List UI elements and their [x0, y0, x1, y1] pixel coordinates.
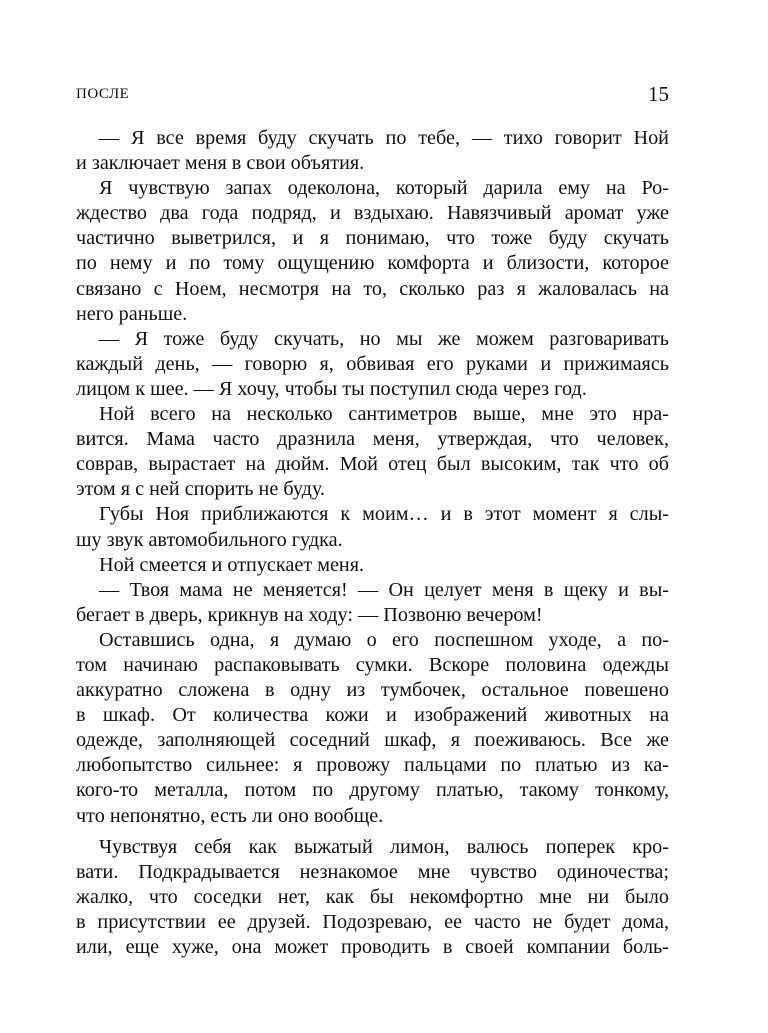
text-line: — Я тоже буду скучать, но мы же можем разговаривать	[99, 327, 669, 350]
text-line: связано с Ноем, несмотря на то, сколько раз я жаловалась на	[76, 277, 669, 300]
book-page	[76, 82, 669, 960]
text-line: Оставшись одна, я думаю о его поспешном уходе, а по-	[99, 628, 669, 651]
text-line: него раньше.	[76, 302, 188, 325]
paragraph	[76, 402, 669, 502]
paragraph	[76, 126, 669, 176]
text-line: в шкаф. От количества кожи и изображений животных на	[76, 704, 669, 727]
paragraph	[76, 553, 669, 578]
text-line: Ной смеется и отпускает меня.	[99, 553, 365, 576]
text-line: том начинаю распаковывать сумки. Вскоре половина одежды	[76, 653, 669, 676]
text-line: Губы Ноя приближаются к моим… и в этот момент я слы-	[99, 503, 669, 526]
text-line: по нему и по тому ощущению комфорта и близости, которое	[76, 252, 669, 275]
text-line: вится. Мама часто дразнила меня, утверждая, что человек,	[76, 428, 669, 451]
paragraph	[76, 835, 669, 960]
body-text	[76, 126, 669, 960]
text-line: Ной всего на несколько сантиметров выше, мне это нра-	[99, 403, 669, 426]
text-line: аккуратно сложена в одну из тумбочек, остальное повешено	[76, 679, 669, 702]
text-line: Я чувствую запах одеколона, который дарила ему на Ро-	[99, 177, 669, 200]
text-line: что непонятно, есть ли оно вообще.	[76, 804, 384, 827]
text-line: лицом к шее. — Я хочу, чтобы ты поступил сюда через год.	[76, 377, 587, 400]
text-line: этом я с ней спорить не буду.	[76, 478, 326, 501]
text-line: кого-то металла, потом по другому платью, такому тонкому,	[76, 779, 669, 802]
running-head: ПОСЛЕ	[76, 86, 130, 102]
text-line: бегает в дверь, крикнув на ходу: — Позвоню вечером!	[76, 603, 543, 626]
text-line: соврав, вырастает на дюйм. Мой отец был высоким, так что об	[76, 453, 669, 476]
paragraph	[76, 628, 669, 829]
paragraph	[76, 502, 669, 552]
text-line: жалко, что соседки нет, как бы некомфортно мне ни было	[76, 885, 669, 908]
paragraph	[76, 578, 669, 628]
text-line: в присутствии ее друзей. Подозреваю, ее часто не будет дома,	[76, 910, 669, 933]
text-line: ждество два года подряд, и вздыхаю. Навязчивый аромат уже	[76, 202, 669, 225]
text-line: одежде, заполняющей соседний шкаф, я поеживаюсь. Все же	[76, 729, 669, 752]
page-header	[76, 82, 669, 110]
text-line: Чувствуя себя как выжатый лимон, валюсь поперек кро-	[99, 835, 669, 858]
text-line: любопытство сильнее: я провожу пальцами по платью из ка-	[76, 754, 669, 777]
text-line: шу звук автомобильного гудка.	[76, 528, 343, 551]
text-line: или, еще хуже, она может проводить в своей компании боль-	[76, 936, 669, 958]
text-line: каждый день, — говорю я, обвивая его руками и прижимаясь	[76, 352, 669, 375]
paragraph	[76, 176, 669, 327]
paragraph	[76, 327, 669, 402]
text-line: частично выветрился, и я понимаю, что тоже буду скучать	[76, 227, 669, 250]
text-line: — Твоя мама не меняется! — Он целует меня в щеку и вы-	[99, 578, 669, 601]
text-line: и заключает меня в свои объятия.	[76, 152, 365, 175]
page-number: 15	[648, 82, 669, 106]
text-line: — Я все время буду скучать по тебе, — тихо говорит Ной	[99, 127, 669, 149]
text-line: вати. Подкрадывается незнакомое мне чувство одиночества;	[76, 860, 669, 883]
